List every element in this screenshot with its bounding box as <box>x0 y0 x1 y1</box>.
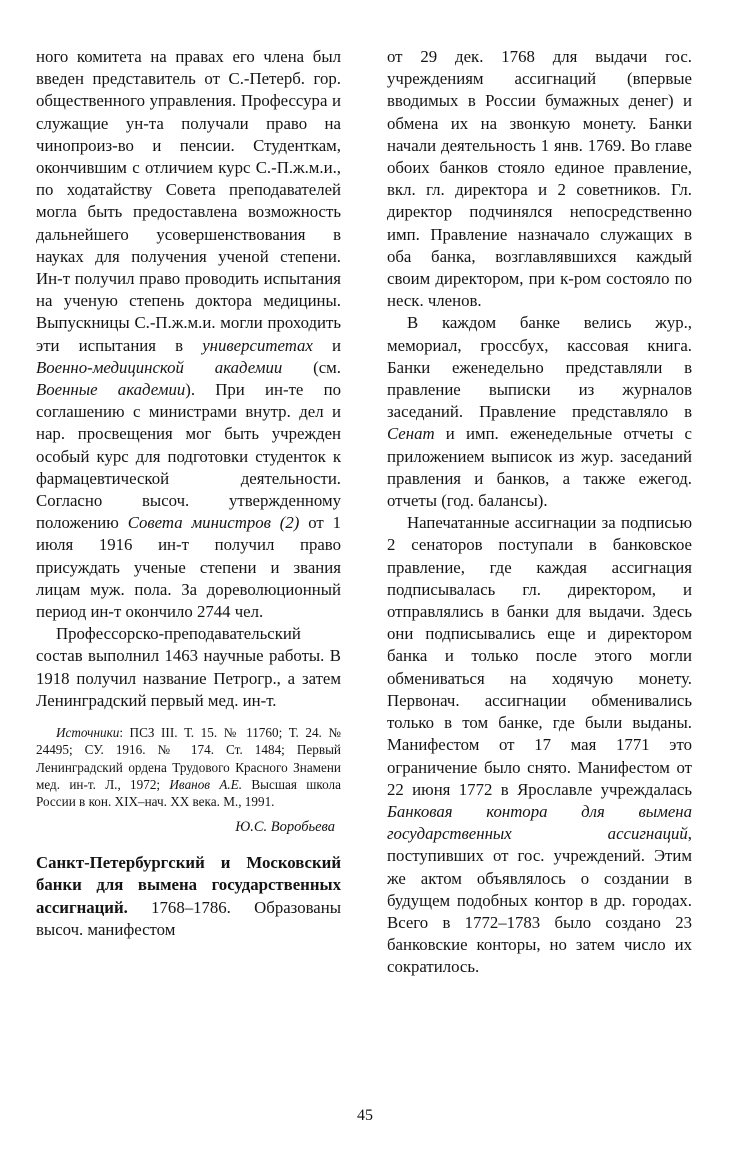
text-segment: ). При ин-те по соглашению с министрами внутр. дел и нар. просвещения мог быть учрежден особый курс для подготовки студенток к фармацевтической деятельности. Согласно высоч. утвержденному положению <box>36 380 341 533</box>
text-segment: Напечатанные ассигнации за подписью 2 сенаторов поступали в банковское правление, где каждая ассигнация подписывалась гл. директором, и отправлялись в банки для выдачи. Здесь они подписывались еще и директором банка и только после этого могли обмениваться на ходячую монету. Первонач. ассигнации обменивались только в том банке, где были выданы. Манифестом от 17 мая 1771 это ограничение было снято. Манифестом от 22 июня 1772 в Ярославле учреждалась <box>387 513 692 799</box>
text-segment: и <box>312 335 341 355</box>
text-segment: : ПСЗ III. Т. 15. № 11760; Т. 24. № 24495; СУ. 1916. № 174. Ст. 1484; Первый Ленинградский ордена Трудового Красного Знамени мед. ин-т. Л., 1972; <box>36 725 341 792</box>
text-segment: Военно-медицинской академии <box>36 357 283 377</box>
right-column <box>387 46 692 979</box>
text-segment: (см. <box>282 357 341 377</box>
text-segment: Санкт-Петербургский и Московский банки для вымена государственных ассигнаций. <box>36 853 341 917</box>
body-paragraph <box>36 623 341 712</box>
left-column <box>36 46 341 979</box>
text-segment: от 1 июля 1916 ин-т получил право присуждать ученые степени и звания лицам муж. пола. За дореволюционный период ин-т окончило 2744 чел. <box>36 513 341 622</box>
text-segment: ного комитета на правах его члена был введен представитель от С.-Петерб. гор. общественного управления. Профессура и служащие ун-та получали право на чинопроиз-во и пенсии. Студенткам, окончившим с отличием курс С.-П.ж.м.и., по ходатайству Совета преподавателей могла быть предоставлена возможность дальнейшего усовершенствования в науках для получения ученой степени. Ин-т получил право проводить испытания на ученую степень доктора медицины. Выпускницы С.-П.ж.м.и. могли проходить эти испытания в <box>36 47 341 355</box>
text-segment: Сенат <box>387 424 435 444</box>
text-segment: от 29 дек. 1768 для выдачи гос. учреждениям ассигнаций (впервые вводимых в России бумажных денег) и обмена их на звонкую монету. Банки начали деятельность 1 янв. 1769. Во главе обоих банков стояло единое правление, вкл. гл. директора и 2 советников. Гл. директор подчинялся непосредственно имп. Правление назначало служащих в оба банка, возглавлявшихся каждый своим директором, при к-ром состояло по неск. членов. <box>387 47 692 311</box>
text-segment: Банковая контора для вымена государственных ассигнаций <box>387 801 692 844</box>
text-segment: и имп. еженедельные отчеты с приложением выписок из жур. заседаний правления и банков, а также ежегод. отчеты (год. балансы). <box>387 424 692 511</box>
text-segment: университетах <box>202 335 313 355</box>
text-segment: Профессорско-преподавательский состав выполнил 1463 научные работы. В 1918 получил название Петрогр., а затем Ленинградский первый мед. ин-т. <box>36 624 341 710</box>
signature-paragraph <box>36 818 341 836</box>
text-segment: Иванов А.Е. <box>169 776 243 792</box>
text-segment: Высшая школа России в кон. XIX–нач. XX века. М., 1991. <box>36 776 341 809</box>
text-segment: Совета министров (2) <box>127 513 300 533</box>
text-segment: В каждом банке велись жур., мемориал, гроссбух, кассовая книга. Банки еженедельно представляли в правление выписки из журналов заседаний. Правление представляло в <box>387 313 692 422</box>
text-segment: , поступивших от гос. учреждений. Этим же актом объявлялось о создании в будущем подобных контор в др. городах. Всего в 1772–1783 было создано 23 банковские конторы, но затем число их сократилось. <box>387 824 692 977</box>
body-paragraph <box>387 312 692 512</box>
page-number: 45 <box>357 1107 373 1124</box>
body-paragraph <box>387 46 692 312</box>
body-paragraph <box>387 512 692 978</box>
sources-paragraph <box>36 724 341 810</box>
text-segment: 1768–1786. Образованы высоч. манифестом <box>36 897 341 939</box>
entry-paragraph <box>36 852 341 941</box>
text-segment: Ю.С. Воробьева <box>235 819 335 836</box>
text-segment: Военные академии <box>36 380 186 400</box>
text-segment: Источники <box>56 725 120 741</box>
body-paragraph <box>36 46 341 623</box>
